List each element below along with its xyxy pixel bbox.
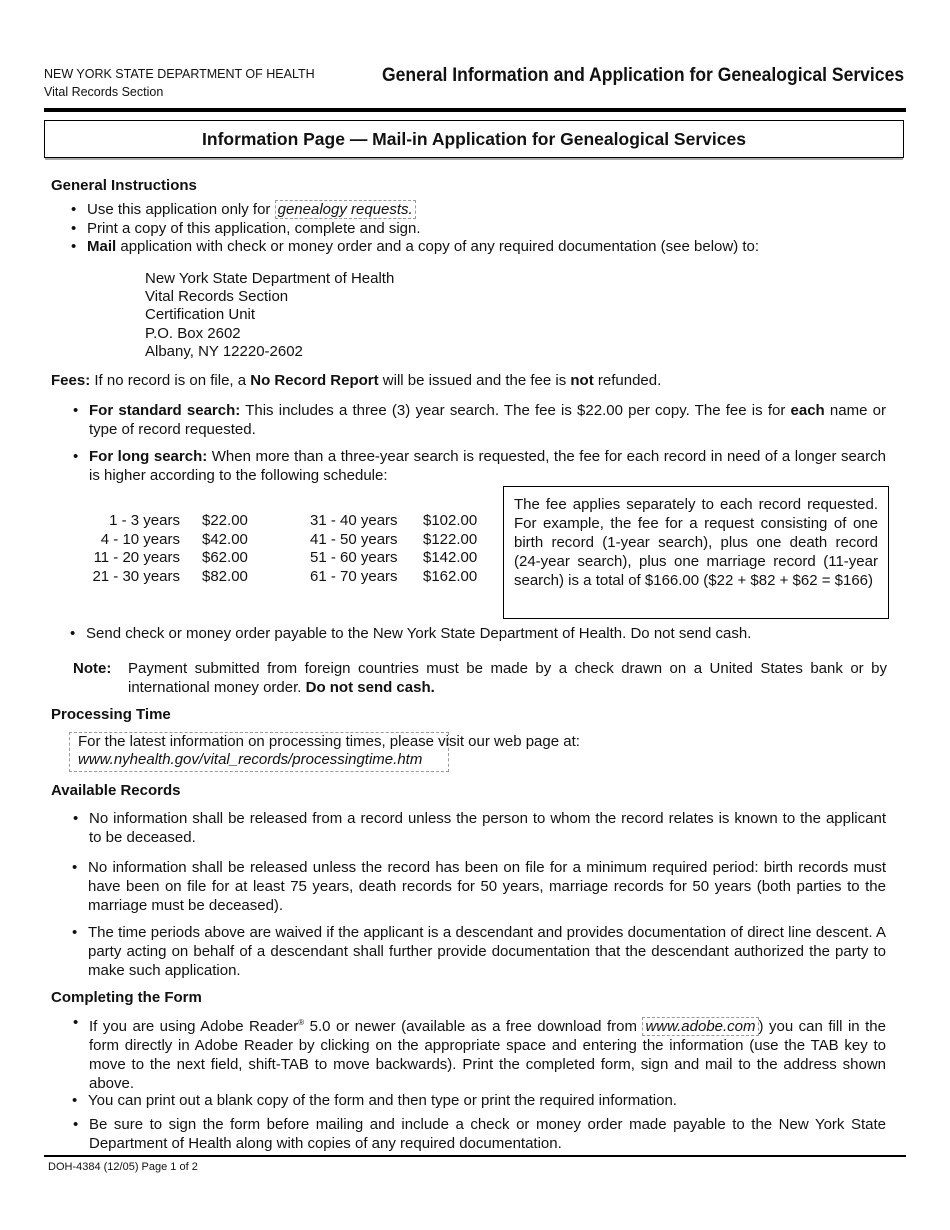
table-cell: 21 - 30 years xyxy=(92,568,180,586)
table-cell: $22.00 xyxy=(202,512,248,529)
processing-text: For the latest information on processing times, please visit our web page at: xyxy=(78,733,580,750)
fees-text: refunded. xyxy=(593,372,662,389)
document-title: General Information and Application for Genealogical Services xyxy=(381,64,904,86)
agency-block xyxy=(44,65,315,101)
note-text xyxy=(128,659,887,697)
table-cell: $122.00 xyxy=(423,530,478,548)
address-line: P.O. Box 2602 xyxy=(145,324,241,342)
table-cell: $62.00 xyxy=(202,549,248,567)
genealogy-requests-link[interactable]: genealogy requests. xyxy=(275,200,416,219)
header-rule xyxy=(44,108,906,112)
processing-time-link[interactable]: www.nyhealth.gov/vital_records/processingtime.htm xyxy=(78,751,423,768)
bullet-text: 5.0 or newer (available as a free download from xyxy=(304,1018,643,1035)
registered-mark: ® xyxy=(298,1018,305,1027)
table-cell: $142.00 xyxy=(423,549,478,567)
table-cell: 31 - 40 years xyxy=(310,512,398,529)
form-number-footer: DOH-4384 (12/05) Page 1 of 2 xyxy=(48,1161,198,1173)
list-item: • Send check or money order payable to the New York State Department of Health. Do not send cash. xyxy=(86,624,751,643)
list-item: • Be sure to sign the form before mailing and include a check or money order made payable to the New York State Department of Health along with copies of any required documentation. xyxy=(89,1115,886,1153)
table-cell: 1 - 3 years xyxy=(109,512,180,529)
fees-label: Fees: xyxy=(51,372,91,389)
table-cell: 41 - 50 years xyxy=(310,530,398,548)
completing-form-heading: Completing the Form xyxy=(51,989,202,1006)
table-cell: 4 - 10 years xyxy=(100,530,180,548)
note-label-text: Note: xyxy=(73,660,112,677)
table-cell: 11 - 20 years xyxy=(93,549,180,567)
fee-example-box: The fee applies separately to each record requested. For example, the fee for a request consisting of one birth record (1-year search), plus one death record (24-year search), plus one marriage record (11-year search) is a total of $166.00 ($22 + $82 + $62 = $166) xyxy=(503,486,889,619)
bullet-text: When more than a three-year search is requested, the fee for each record in need of a longer search is higher according to the following schedule: xyxy=(89,448,886,484)
info-page-title: Information Page — Mail-in Application for Genealogical Services xyxy=(44,120,904,158)
bullet-text: This includes a three (3) year search. The fee is $22.00 per copy. The fee is for xyxy=(240,402,791,419)
list-item: • The time periods above are waived if the applicant is a descendant and provides documentation of direct line descent. A party acting on behalf of a descendant shall further provide documentation that the descendant authorized the party to make such application. xyxy=(88,923,886,980)
list-item xyxy=(87,200,416,219)
standard-search-item xyxy=(89,401,886,439)
do-not-send-cash: Do not send cash. xyxy=(305,679,435,696)
agency-name: NEW YORK STATE DEPARTMENT OF HEALTH xyxy=(44,67,315,81)
section-name: Vital Records Section xyxy=(44,85,164,99)
table-cell: $102.00 xyxy=(423,512,478,529)
each-emphasis: each xyxy=(790,402,825,419)
address-line: Albany, NY 12220-2602 xyxy=(145,342,303,360)
table-cell: $162.00 xyxy=(423,568,478,586)
address-line: Certification Unit xyxy=(145,306,256,324)
bullet-text: Use this application only for xyxy=(87,201,271,218)
fees-text: will be issued and the fee is xyxy=(378,372,571,389)
long-search-label: For long search: xyxy=(89,448,208,465)
list-item: • No information shall be released from a record unless the person to whom the record relates is known to the applicant to be deceased. xyxy=(89,809,886,847)
mail-label: Mail xyxy=(87,238,117,255)
list-item: • No information shall be released unless the record has been on file for a minimum required period: birth records must have been on file for at least 75 years, death records for 50 years, marriage records for 50 years (both parties to the marriage must be deceased). xyxy=(88,858,886,915)
note-body: Payment submitted from foreign countries must be made by a check drawn on a United States bank or by international money order. xyxy=(128,660,887,696)
long-search-item xyxy=(89,447,886,485)
processing-time-heading: Processing Time xyxy=(51,706,171,723)
no-record-report: No Record Report xyxy=(250,372,379,389)
bullet-text: name or type of record requested. xyxy=(89,402,886,438)
adobe-link[interactable]: www.adobe.com xyxy=(642,1017,758,1036)
address-line: New York State Department of Health xyxy=(145,270,395,287)
table-cell: 61 - 70 years xyxy=(310,568,398,586)
table-cell: 51 - 60 years xyxy=(310,549,398,567)
address-line: Vital Records Section xyxy=(145,288,289,306)
table-cell: $42.00 xyxy=(202,530,248,548)
list-item: • Print a copy of this application, complete and sign. xyxy=(87,219,421,238)
not-emphasis: not xyxy=(570,372,594,389)
standard-search-label: For standard search: xyxy=(89,402,241,419)
available-records-heading: Available Records xyxy=(51,782,181,799)
years-column xyxy=(310,512,398,587)
note-label xyxy=(73,659,111,678)
list-item: • You can print out a blank copy of the form and then type or print the required information. xyxy=(88,1091,677,1110)
list-item xyxy=(89,1013,886,1093)
fee-column xyxy=(423,512,477,587)
table-cell: $82.00 xyxy=(202,568,248,586)
footer-rule xyxy=(44,1155,906,1157)
bullet-text: ) you can fill in the form directly in Adobe Reader by clicking on the appropriate space and entering the information (use the TAB key to move to the next field, shift-TAB to move backwards). Print the completed form, sign and mail to the address shown above. xyxy=(89,1018,886,1092)
years-column xyxy=(86,512,180,587)
bullet-text: If you are using Adobe Reader xyxy=(89,1018,299,1035)
mailing-address xyxy=(145,270,394,361)
fees-paragraph xyxy=(51,371,661,390)
fee-column xyxy=(202,512,248,587)
bullet-text: application with check or money order and a copy of any required documentation (see below) to: xyxy=(116,238,760,255)
general-instructions-heading: General Instructions xyxy=(51,177,197,194)
list-item xyxy=(87,237,759,256)
fees-text: If no record is on file, a xyxy=(90,372,251,389)
